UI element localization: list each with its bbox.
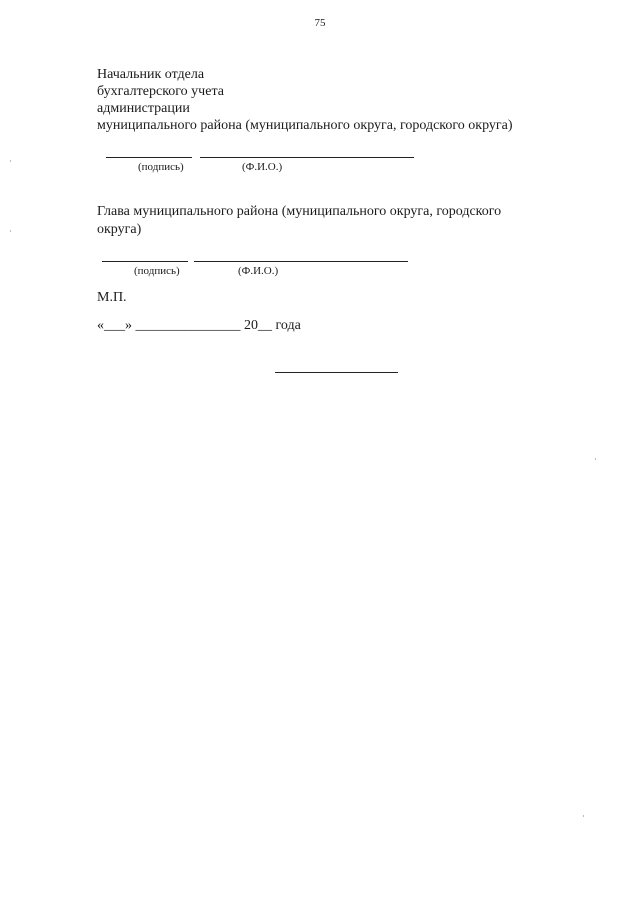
head-title-line-1: Глава муниципального района (муниципального округа, городского — [97, 204, 502, 219]
name-line — [200, 157, 414, 158]
signature-line — [106, 157, 192, 158]
scan-artifact — [595, 458, 596, 460]
name-caption: (Ф.И.О.) — [238, 265, 279, 277]
position-line-1: Начальник отдела — [97, 67, 205, 82]
head-title-line-2: округа) — [97, 222, 142, 237]
stamp-label: М.П. — [97, 290, 127, 305]
signature-caption: (подпись) — [134, 265, 180, 277]
date-line: «___» _______________ 20__ года — [97, 318, 301, 333]
page-number: 75 — [314, 17, 326, 29]
closing-rule — [275, 372, 398, 373]
name-line — [194, 261, 408, 262]
position-line-3: администрации — [97, 101, 190, 116]
scan-artifact — [10, 230, 11, 232]
signature-caption: (подпись) — [138, 161, 184, 173]
position-line-4: муниципального района (муниципального округа, городского округа) — [97, 118, 513, 133]
name-caption: (Ф.И.О.) — [242, 161, 283, 173]
scan-artifact — [10, 160, 11, 162]
signature-line — [102, 261, 188, 262]
position-line-2: бухгалтерского учета — [97, 84, 224, 99]
scan-artifact — [583, 815, 584, 817]
